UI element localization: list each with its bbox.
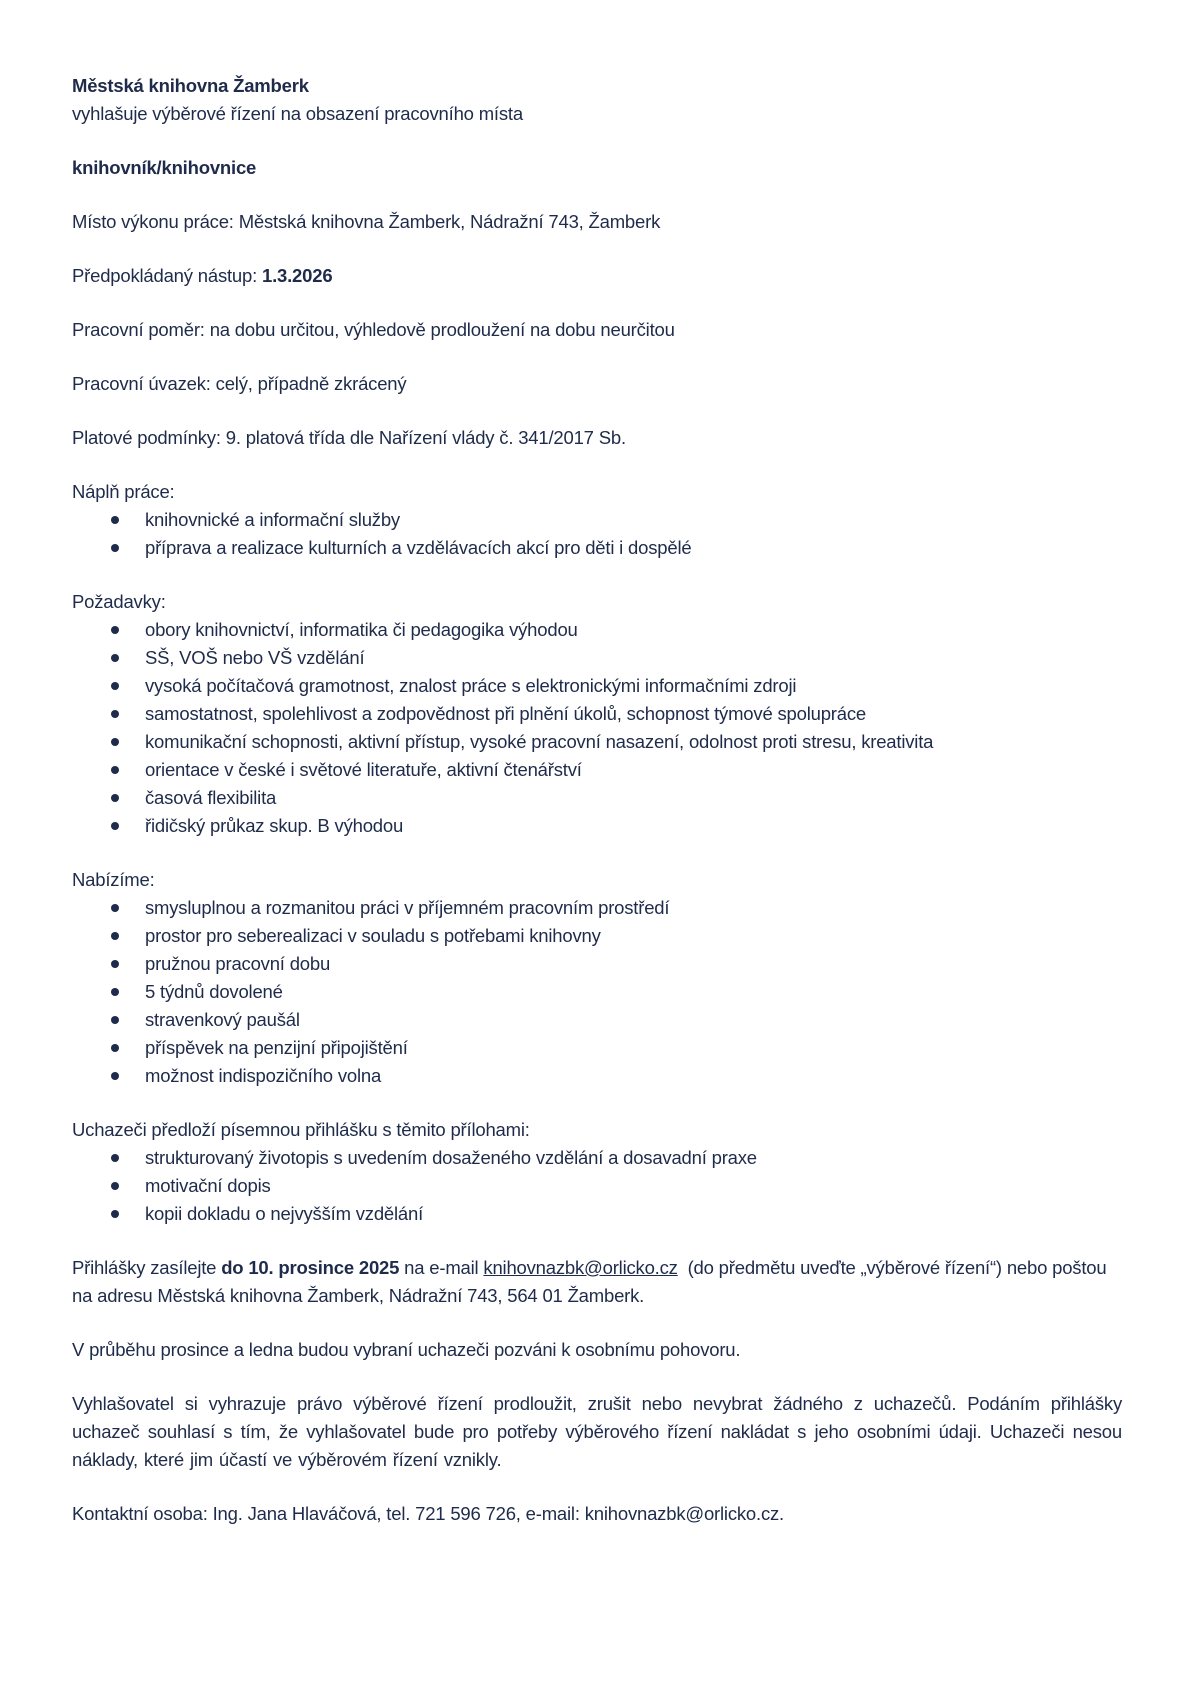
duties-list: [72, 506, 1122, 562]
bullet-icon: [111, 654, 119, 662]
workload-line: [72, 370, 1122, 398]
list-item: kopii dokladu o nejvyšším vzdělání: [72, 1200, 1122, 1228]
workload-label: Pracovní úvazek:: [72, 373, 211, 394]
list-item: obory knihovnictví, informatika či pedagogika výhodou: [72, 616, 1122, 644]
list-item: smysluplnou a rozmanitou práci v příjemném pracovním prostředí: [72, 894, 1122, 922]
workplace-value: Městská knihovna Žamberk, Nádražní 743, Žamberk: [238, 211, 661, 232]
list-item: možnost indispozičního volna: [72, 1062, 1122, 1090]
submission-text-middle: na e-mail: [399, 1257, 484, 1278]
list-item: pružnou pracovní dobu: [72, 950, 1122, 978]
workload-value: celý, případně zkrácený: [215, 373, 407, 394]
list-item: vysoká počítačová gramotnost, znalost práce s elektronickými informačními zdroji: [72, 672, 1122, 700]
bullet-icon: [111, 1210, 119, 1218]
start-date-label: Předpokládaný nástup:: [72, 265, 258, 286]
workplace-line: [72, 208, 1122, 236]
submission-text-after: (do předmětu uveďte „výběrové řízení“) nebo poštou na adresu Městská knihovna Žamberk, Nádražní 743, 564 01 Žamberk.: [72, 1257, 1112, 1306]
bullet-icon: [111, 1154, 119, 1162]
document-page: [72, 72, 1122, 1528]
salary-label: Platové podmínky:: [72, 427, 221, 448]
list-item: stravenkový paušál: [72, 1006, 1122, 1034]
requirements-title: Požadavky:: [72, 591, 166, 612]
bullet-icon: [111, 766, 119, 774]
salary-value: 9. platová třída dle Nařízení vlády č. 341/2017 Sb.: [225, 427, 626, 448]
attachments-list: [72, 1144, 1122, 1228]
bullet-icon: [111, 710, 119, 718]
list-item: řidičský průkaz skup. B výhodou: [72, 812, 1122, 840]
workplace-label: Místo výkonu práce:: [72, 211, 234, 232]
email-link[interactable]: knihovnazbk@orlicko.cz: [483, 1257, 678, 1278]
bullet-icon: [111, 682, 119, 690]
contract-label: Pracovní poměr:: [72, 319, 205, 340]
bullet-icon: [111, 988, 119, 996]
list-item: 5 týdnů dovolené: [72, 978, 1122, 1006]
announcement-text: vyhlašuje výběrové řízení na obsazení pracovního místa: [72, 103, 523, 124]
list-item: strukturovaný životopis s uvedením dosaženého vzdělání a dosavadní praxe: [72, 1144, 1122, 1172]
offer-list: [72, 894, 1122, 1090]
list-item: SŠ, VOŠ nebo VŠ vzdělání: [72, 644, 1122, 672]
submission-text-before: Přihlášky zasílejte: [72, 1257, 222, 1278]
salary-line: [72, 424, 1122, 452]
bullet-icon: [111, 1182, 119, 1190]
list-item: příspěvek na penzijní připojištění: [72, 1034, 1122, 1062]
submission-paragraph: [72, 1254, 1122, 1310]
bullet-icon: [111, 822, 119, 830]
bullet-icon: [111, 738, 119, 746]
list-item: knihovnické a informační služby: [72, 506, 1122, 534]
offer-title: Nabízíme:: [72, 869, 155, 890]
bullet-icon: [111, 904, 119, 912]
bullet-icon: [111, 932, 119, 940]
bullet-icon: [111, 1016, 119, 1024]
bullet-icon: [111, 544, 119, 552]
bullet-icon: [111, 516, 119, 524]
duties-title: Náplň práce:: [72, 481, 175, 502]
list-item: orientace v české i světové literatuře, aktivní čtenářství: [72, 756, 1122, 784]
submission-deadline: do 10. prosince 2025: [221, 1257, 400, 1278]
disclaimer-paragraph: Vyhlašovatel si vyhrazuje právo výběrové řízení prodloužit, zrušit nebo nevybrat žádného z uchazečů. Podáním přihlášky uchazeč souhlasí s tím, že vyhlašovatel bude pro potřeby výběrového řízení nakládat s jeho osobními údaji. Uchazeči nesou náklady, které jim účastí ve výběrovém řízení vznikly.: [72, 1393, 1122, 1470]
contract-line: [72, 316, 1122, 344]
list-item: prostor pro seberealizaci v souladu s potřebami knihovny: [72, 922, 1122, 950]
start-date-line: [72, 262, 1122, 290]
organization-name: Městská knihovna Žamberk: [72, 75, 309, 96]
list-item: příprava a realizace kulturních a vzdělávacích akcí pro děti i dospělé: [72, 534, 1122, 562]
interviews-paragraph: V průběhu prosince a ledna budou vybraní uchazeči pozváni k osobnímu pohovoru.: [72, 1339, 741, 1360]
bullet-icon: [111, 1072, 119, 1080]
bullet-icon: [111, 960, 119, 968]
list-item: časová flexibilita: [72, 784, 1122, 812]
bullet-icon: [111, 1044, 119, 1052]
contract-value: na dobu určitou, výhledově prodloužení na dobu neurčitou: [209, 319, 675, 340]
list-item: samostatnost, spolehlivost a zodpovědnost při plnění úkolů, schopnost týmové spolupráce: [72, 700, 1122, 728]
contact-paragraph: Kontaktní osoba: Ing. Jana Hlaváčová, tel. 721 596 726, e-mail: knihovnazbk@orlicko.cz.: [72, 1503, 784, 1524]
bullet-icon: [111, 794, 119, 802]
position-title: knihovník/knihovnice: [72, 157, 257, 178]
start-date-value: 1.3.2026: [262, 265, 333, 286]
list-item: motivační dopis: [72, 1172, 1122, 1200]
attachments-title: Uchazeči předloží písemnou přihlášku s těmito přílohami:: [72, 1119, 530, 1140]
bullet-icon: [111, 626, 119, 634]
list-item: komunikační schopnosti, aktivní přístup, vysoké pracovní nasazení, odolnost proti stresu, kreativita: [72, 728, 1122, 756]
requirements-list: [72, 616, 1122, 840]
